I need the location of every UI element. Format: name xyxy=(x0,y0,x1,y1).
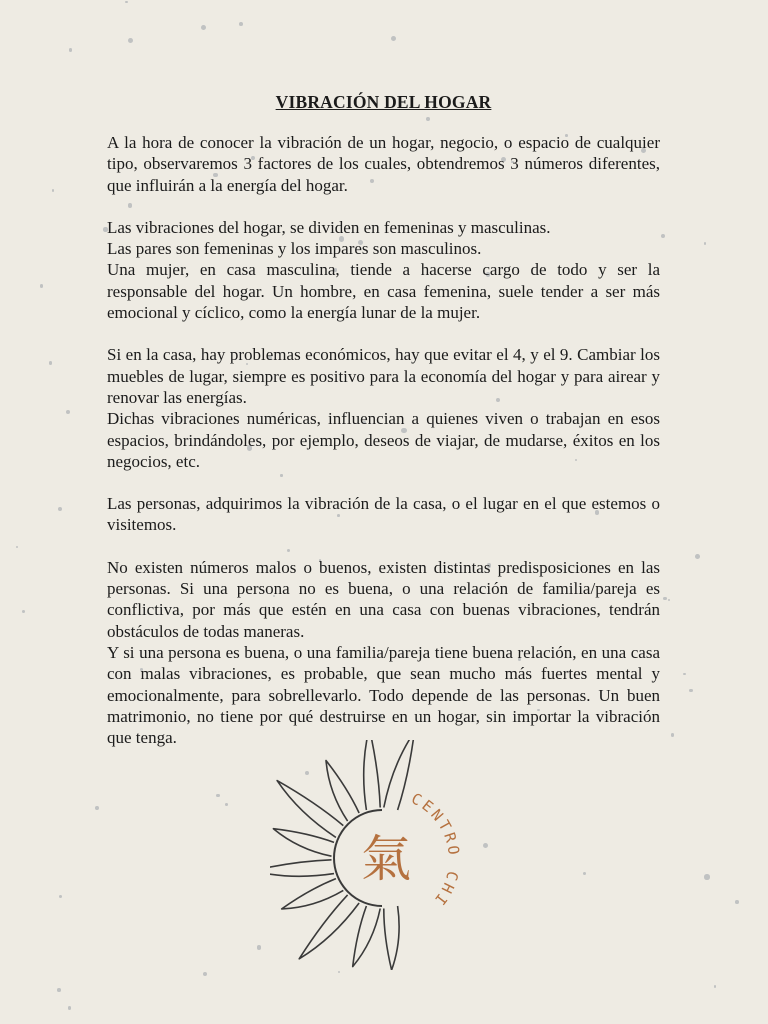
paper-speck xyxy=(52,189,54,191)
paper-speck xyxy=(668,599,670,601)
paragraph-predispositions xyxy=(107,557,660,749)
paper-speck xyxy=(203,972,208,977)
sun-ray xyxy=(282,879,344,909)
paper-speck xyxy=(216,794,219,797)
paper-speck xyxy=(58,507,62,511)
paragraph-gender-vibrations xyxy=(107,217,660,323)
paper-speck xyxy=(66,410,70,414)
paper-speck xyxy=(338,971,340,973)
centro-chi-logo xyxy=(270,740,480,970)
sun-ray xyxy=(384,906,399,970)
paper-speck xyxy=(661,234,665,238)
qi-glyph: 氣 xyxy=(361,830,411,888)
paper-speck xyxy=(704,242,706,244)
sun-ray xyxy=(364,740,381,810)
document-title: VIBRACIÓN DEL HOGAR xyxy=(275,92,492,112)
paper-speck xyxy=(68,1006,72,1010)
paragraph-intro xyxy=(107,132,660,196)
paragraph-line: Las pares son femeninas y los impares son masculinos. xyxy=(107,239,482,259)
paper-speck xyxy=(391,36,396,41)
paper-speck xyxy=(57,988,61,992)
paper-speck xyxy=(689,689,693,693)
paper-speck xyxy=(128,38,133,43)
paper-speck xyxy=(704,874,709,879)
paper-speck xyxy=(95,806,99,810)
paper-speck xyxy=(16,546,18,548)
sun-ray xyxy=(273,829,334,857)
paper-speck xyxy=(483,843,488,848)
paper-speck xyxy=(201,25,206,30)
logo-arc-text-path: CENTRO CHI xyxy=(408,789,464,911)
paragraph-line: Si en la casa, hay problemas económicos, hay que evitar el 4, y el 9. Cambiar los muebles de lugar, siempre es positivo para la economía del hogar y para airear y renovar las energías. xyxy=(107,345,660,407)
paragraph-economy xyxy=(107,344,660,472)
paper-speck xyxy=(583,872,586,875)
paper-speck xyxy=(735,900,739,904)
sun-ray xyxy=(384,740,415,810)
paper-speck xyxy=(40,284,44,288)
paper-speck xyxy=(22,610,25,613)
paper-speck xyxy=(714,985,716,987)
sun-ray xyxy=(277,781,343,838)
sun-ray xyxy=(326,761,359,822)
paragraph-line: Las personas, adquirimos la vibración de la casa, o el lugar en el que estemos o visitemos. xyxy=(107,494,660,535)
paper-speck xyxy=(239,22,243,26)
paper-speck xyxy=(69,48,73,52)
paper-speck xyxy=(125,1,127,3)
paragraph-line: A la hora de conocer la vibración de un hogar, negocio, o espacio de cualquier tipo, observaremos 3 factores de los cuales, obtendremos 3 números diferentes, que influirán a la energía del hogar. xyxy=(107,133,660,195)
paper-speck xyxy=(671,733,675,737)
paragraph-line: Una mujer, en casa masculina, tiende a hacerse cargo de todo y ser la responsable del hogar. Un hombre, en casa femenina, suele tender a ser más emocional y cíclico, como la energía lunar de la mujer. xyxy=(107,260,660,323)
document-page xyxy=(107,92,660,769)
paper-speck xyxy=(663,597,667,601)
paper-speck xyxy=(59,895,62,898)
sun-ray xyxy=(353,906,381,967)
paper-speck xyxy=(225,803,228,806)
paragraph-line: Y si una persona es buena, o una familia/pareja tiene buena relación, en una casa con malas vibraciones, es probable, que sean mucho más fuertes mental y emocionalmente, para sobrellevarlo. Todo depende de las personas. Un buen matrimonio, no tiene por qué destruirse en un hogar, sin importar la vibración que tenga. xyxy=(107,642,660,748)
paper-speck xyxy=(695,554,700,559)
paragraph-line: Las vibraciones del hogar, se dividen en femeninas y masculinas. xyxy=(107,217,551,237)
paragraph-line: No existen números malos o buenos, existen distintas predisposiciones en las personas. Si una persona no es buena, o una relación de familia/pareja es conflictiva, por más que estén en una casa con buenas vibraciones, tendrán obstáculos de todas maneras. xyxy=(107,557,660,641)
paper-speck xyxy=(683,673,685,675)
sun-ray xyxy=(270,860,334,877)
paper-speck xyxy=(49,361,53,365)
paragraph-line: Dichas vibraciones numéricas, influencian a quienes viven o trabajan en esos espacios, brindándoles, por ejemplo, deseos de viajar, de mudarse, éxitos en los negocios, etc. xyxy=(107,409,660,471)
paragraph-people xyxy=(107,493,660,536)
paper-speck xyxy=(257,945,262,950)
